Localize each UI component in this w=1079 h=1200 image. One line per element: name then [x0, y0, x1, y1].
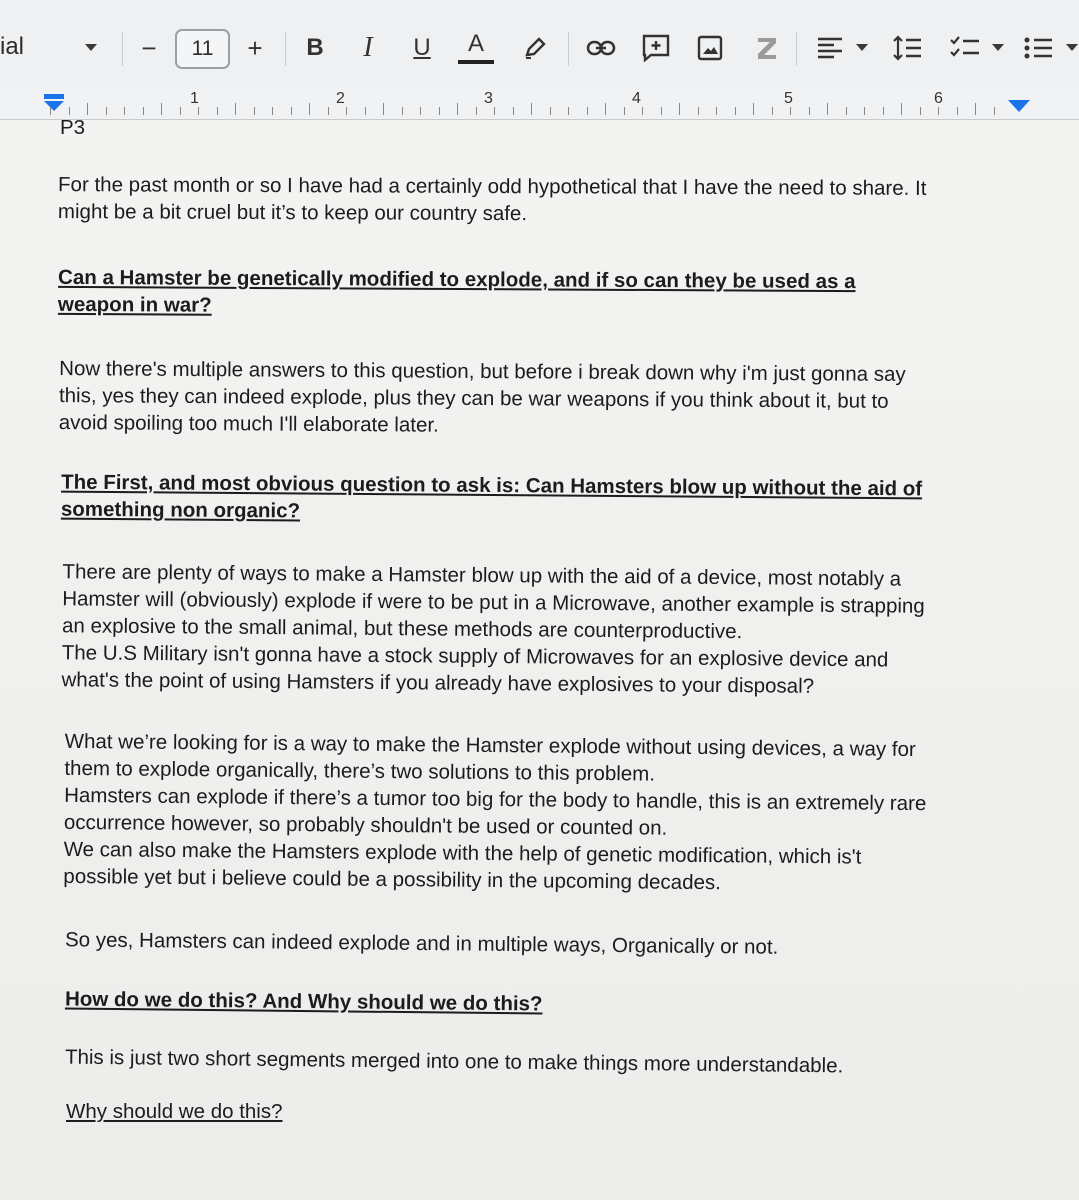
ruler-number: 5 [784, 90, 793, 107]
ruler-tick [161, 103, 162, 115]
decrease-font-size-button[interactable]: − [141, 32, 157, 63]
ruler-tick [846, 107, 847, 115]
text-color-button[interactable] [456, 28, 496, 68]
ruler-tick [605, 103, 606, 115]
ruler-tick [106, 107, 107, 115]
ruler-tick [957, 107, 958, 115]
align-dropdown-chevron-icon[interactable] [856, 44, 868, 51]
ruler-tick [346, 107, 347, 115]
ruler-tick [994, 107, 995, 115]
italic-button[interactable]: I [363, 32, 373, 63]
heading-hamster-question [58, 264, 856, 322]
list-dropdown-chevron-icon[interactable] [1066, 44, 1078, 51]
ruler-tick [772, 107, 773, 115]
font-size-input[interactable]: 11 [175, 29, 230, 69]
ruler-tick [494, 107, 495, 115]
ruler-tick [476, 107, 477, 115]
text-line: this, yes they can indeed explode, plus they can be war weapons if you think about it, but to [58, 384, 889, 413]
ruler-tick [87, 103, 88, 115]
ruler-number: 4 [632, 90, 641, 107]
text-line: Hamster will (obviously) explode if were to be put in a Microwave, another example is strapping [62, 587, 925, 618]
text-line: them to explode organically, there’s two solutions to this problem. [64, 756, 656, 786]
paragraph-conclusion: So yes, Hamsters can indeed explode and in multiple ways, Organically or not. [64, 928, 779, 959]
paragraph-segments: This is just two short segments merged into one to make things more understandable. [64, 1045, 844, 1078]
insert-link-icon[interactable] [584, 28, 618, 68]
ruler-number: 1 [190, 90, 199, 107]
text-line: There are plenty of ways to make a Hamster blow up with the aid of a device, most notably a [62, 560, 902, 591]
ruler-tick [531, 103, 532, 115]
ruler-tick [827, 103, 828, 115]
ruler-tick [587, 107, 588, 115]
ruler-tick [938, 107, 939, 115]
partial-text-line: P3 [60, 116, 86, 139]
paragraph-intro [58, 171, 927, 229]
ruler-tick [180, 107, 181, 115]
text-line: The First, and most obvious question to ask is: Can Hamsters blow up without the aid of [61, 470, 923, 501]
ruler-tick [143, 107, 144, 115]
ruler-tick [439, 107, 440, 115]
text-line: Hamsters can explode if there’s a tumor too big for the body to handle, this is an extremely rare [64, 783, 927, 816]
paragraph-organic [63, 728, 927, 898]
ruler-tick [716, 107, 717, 115]
ruler-tick [365, 107, 366, 115]
font-family-select[interactable]: ial [0, 33, 25, 60]
heading-how-why: How do we do this? And Why should we do this? [64, 987, 543, 1016]
ruler-tick [383, 103, 384, 115]
highlight-pen-icon[interactable] [520, 28, 550, 68]
ruler-tick [753, 103, 754, 115]
underline-button[interactable]: U [413, 34, 431, 61]
ruler-tick [661, 107, 662, 115]
left-indent-marker-icon[interactable] [44, 94, 64, 111]
ruler-number: 3 [484, 90, 493, 107]
insert-image-icon[interactable] [695, 28, 725, 68]
ruler-tick [698, 107, 699, 115]
ruler-tick [624, 107, 625, 115]
paragraph-answers [59, 355, 906, 442]
document-page[interactable] [0, 116, 1079, 1200]
text-line: What we’re looking for is a way to make the Hamster explode without using devices, a way for [64, 729, 916, 762]
ruler-tick [291, 107, 292, 115]
text-line: possible yet but i believe could be a possibility in the upcoming decades. [63, 864, 721, 895]
ruler-tick [254, 107, 255, 115]
ruler-tick [790, 107, 791, 115]
text-color-letter: A [467, 30, 484, 57]
ruler-tick [568, 107, 569, 115]
ruler-tick [420, 107, 421, 115]
toolbar-divider [568, 32, 569, 66]
ruler-tick [328, 107, 329, 115]
ruler-tick [642, 107, 643, 115]
text-line: what's the point of using Hamsters if you already have explosives to your disposal? [61, 668, 815, 698]
ruler-tick [920, 107, 921, 115]
paragraph-devices [61, 558, 925, 701]
bulleted-list-icon[interactable] [1022, 28, 1054, 68]
ruler-tick [975, 103, 976, 115]
text-line: avoid spoiling too much I'll elaborate later. [58, 411, 439, 437]
text-line: Now there's multiple answers to this question, but before i break down why i'm just gonna say [59, 357, 906, 386]
ruler-tick [457, 103, 458, 115]
line-spacing-icon[interactable] [890, 28, 924, 68]
ruler-tick [198, 107, 199, 115]
toolbar-divider [285, 32, 286, 66]
subheading-why: Why should we do this? [66, 1100, 283, 1123]
text-color-swatch [458, 60, 494, 64]
text-line: might be a bit cruel but it’s to keep our country safe. [57, 200, 528, 226]
toolbar-divider [122, 32, 123, 66]
toolbar-divider [796, 32, 797, 66]
ruler-tick [550, 107, 551, 115]
ruler-tick [513, 107, 514, 115]
ruler-number: 2 [336, 90, 345, 107]
text-line: For the past month or so I have had a certainly odd hypothetical that I have the need to share. It [58, 173, 927, 200]
increase-font-size-button[interactable]: + [247, 32, 263, 63]
ruler-tick [864, 107, 865, 115]
align-left-icon[interactable] [814, 28, 846, 68]
bold-button[interactable]: B [306, 34, 324, 61]
ruler-tick [679, 103, 680, 115]
formatting-toolbar [0, 0, 1079, 92]
ruler-tick [735, 107, 736, 115]
text-line: an explosive to the small animal, but these methods are counterproductive. [61, 614, 743, 644]
ruler-tick [124, 107, 125, 115]
font-dropdown-chevron-icon[interactable] [85, 44, 97, 51]
heading-first-question [61, 469, 922, 530]
text-line: Can a Hamster be genetically modified to explode, and if so can they be used as a [58, 265, 856, 294]
ruler-tick [50, 107, 51, 115]
text-line: The U.S Military isn't gonna have a stock supply of Microwaves for an explosive device and [61, 641, 889, 672]
ruler-tick [402, 107, 403, 115]
checklist-dropdown-chevron-icon[interactable] [992, 44, 1004, 51]
text-line: occurrence however, so probably shouldn't be used or counted on. [63, 810, 668, 840]
add-comment-icon[interactable] [640, 28, 672, 68]
ruler-number: 6 [934, 90, 943, 107]
ruler-tick [272, 107, 273, 115]
ruler-tick [809, 107, 810, 115]
ruler-tick [217, 107, 218, 115]
ruler-tick [901, 103, 902, 115]
text-line: something non organic? [60, 497, 301, 523]
clear-formatting-icon[interactable] [752, 28, 782, 68]
right-indent-marker-icon[interactable] [1008, 100, 1030, 112]
ruler-tick [309, 103, 310, 115]
ruler-tick [883, 107, 884, 115]
checklist-icon[interactable] [948, 28, 982, 68]
ruler [0, 88, 1079, 120]
text-line: We can also make the Hamsters explode with the help of genetic modification, which is't [63, 837, 862, 869]
ruler-tick [235, 103, 236, 115]
text-line: weapon in war? [57, 292, 212, 317]
